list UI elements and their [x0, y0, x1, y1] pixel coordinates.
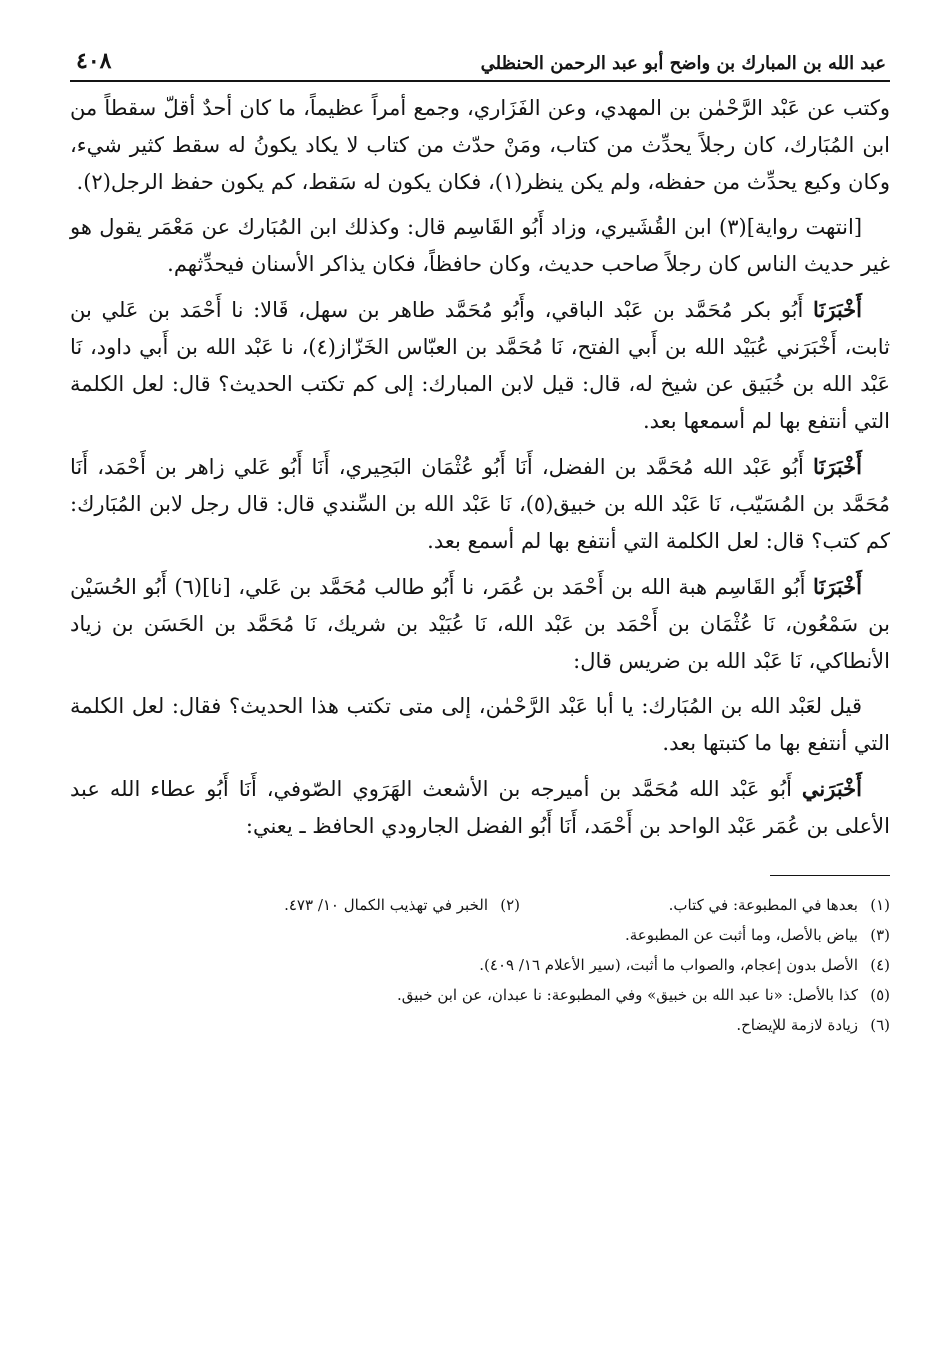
- paragraph-text: أَبُو بكر مُحَمَّد بن عَبْد الباقي، وأَبُو مُحَمَّد طاهر بن سهل، قَالا: نا أَحْمَد بن عَلي بن ثابت، أَخْبَرَني عُبَيْد الله بن أَبي الفتح، نَا مُحَمَّد بن العبّاس الخَزّاز(٤)، نا عَبْد الله بن أَبي داود، نَا عَبْد الله بن خُبَيق عن شيخ له، قال: قيل لابن المبارك: إلى كم تكتب الحديث؟ قال: لعل الكلمة التي أنتفع بها لم أسمعها بعد.: [70, 298, 890, 433]
- footnote: [130, 1010, 890, 1040]
- footnote-divider: [770, 875, 890, 876]
- footnote-number: (١): [870, 896, 890, 914]
- footnote: [130, 980, 890, 1010]
- paragraph-text: أَبُو عَبْد الله مُحَمَّد بن الفضل، أَنَا أَبُو عُثْمَان البَحِيري، أَنَا أَبُو عَلي زاهر بن أَحْمَد، أَنَا مُحَمَّد بن المُسَيّب، نَا عَبْد الله بن خبيق(٥)، نَا عَبْد الله بن السِّندي قال: قال رجل لابن المُبَارك: كم كتب؟ قال: لعل الكلمة التي أنتفع بها لم أسمع بعد.: [70, 455, 891, 553]
- footnote-text: زيادة لازمة للإيضاح.: [736, 1016, 858, 1034]
- paragraph-lead-word: أَخْبَرَنَا: [813, 574, 862, 599]
- footnote: [130, 950, 890, 980]
- footnote-text: بياض بالأصل، وما أثبت عن المطبوعة.: [624, 926, 858, 944]
- footnote-text: الأصل بدون إعجام، والصواب ما أثبت، (سير الأعلام ١٦/ ٤٠٩).: [479, 956, 858, 974]
- paragraph: [70, 291, 890, 440]
- running-title: عبد الله بن المبارك بن واضح أبو عبد الرحمن الحنظلي: [480, 53, 886, 74]
- page-number: ٤٠٨: [76, 48, 112, 74]
- footnote-number: (٢): [500, 896, 520, 914]
- paragraph-lead-word: أَخْبَرَنَا: [813, 297, 862, 322]
- paragraph: [70, 568, 890, 680]
- paragraph-lead-word: أَخْبَرَني: [801, 776, 862, 801]
- footnote: [520, 890, 890, 920]
- footnote-text: بعدها في المطبوعة: في كتاب.: [668, 896, 858, 914]
- footnote: [150, 890, 520, 920]
- page-header: [70, 40, 890, 82]
- paragraph: [70, 209, 890, 283]
- paragraph: [70, 688, 890, 762]
- footnote: [130, 920, 890, 950]
- footnote-number: (٥): [870, 986, 890, 1004]
- footnotes: [70, 890, 890, 1040]
- footnote-number: (٤): [870, 956, 890, 974]
- footnote-text: الخبر في تهذيب الكمال ١٠/ ٤٧٣.: [284, 896, 488, 914]
- footnote-number: (٣): [870, 926, 890, 944]
- footnote-row: [70, 890, 890, 920]
- footnote-number: (٦): [870, 1016, 890, 1034]
- paragraph-text: أَبُو القَاسِم هبة الله بن أَحْمَد بن عُمَر، نا أَبُو طالب مُحَمَّد بن عَلي، [نا](٦) أَبُو الحُسَيْن بن سَمْعُون، نَا عُثْمَان بن أَحْمَد بن عَبْد الله، نَا عُبَيْد بن شريك، نَا مُحَمَّد بن الحَسَن بن زياد الأنطاكي، نَا عَبْد الله بن ضريس قال:: [70, 575, 890, 673]
- paragraph: [70, 770, 890, 845]
- paragraph-lead-word: أَخْبَرَنَا: [813, 454, 862, 479]
- main-text: [70, 90, 890, 845]
- paragraph-text: [انتهت رواية](٣) ابن القُشَيري، وزاد أَبُو القَاسِم قال: وكذلك ابن المُبَارك عن مَعْمَر يقول هو غير حديث الناس كان رجلاً صاحب حديث، وكان حافظاً، فكان يذاكر الأسنان فيحدِّثهم.: [70, 215, 890, 276]
- footnote-text: كذا بالأصل: «نا عبد الله بن خبيق» وفي المطبوعة: نا عبدان، عن ابن خبيق.: [396, 986, 858, 1004]
- book-page: [70, 40, 890, 1310]
- paragraph-text: قيل لعَبْد الله بن المُبَارك: يا أبا عَبْد الرَّحْمٰن، إلى متى تكتب هذا الحديث؟ فقال: لعل الكلمة التي أنتفع بها ما كتبتها بعد.: [70, 694, 890, 755]
- paragraph: [70, 90, 890, 201]
- paragraph: [70, 448, 890, 560]
- paragraph-text: وكتب عن عَبْد الرَّحْمٰن بن المهدي، وعن الفَزَاري، وجمع أمراً عظيماً، ما كان أحدٌ أقلّ سقطاً من ابن المُبَارك، كان رجلاً يحدِّث من كتاب، ومَنْ حدّث من كتاب لا يكاد يكونُ له سقط كثير شيء، وكان وكيع يحدِّث من حفظه، ولم يكن ينظر(١)، فكان يكون له سَقط، كم يكون حفظ الرجل(٢).: [70, 96, 890, 194]
- paragraph-text: أَبُو عَبْد الله مُحَمَّد بن أميرجه بن الأشعث الهَرَوي الصّوفي، أَنَا أَبُو عطاء الله عبد الأعلى بن عُمَر عَبْد الواحد بن أَحْمَد، أَنَا أَبُو الفضل الجارودي الحافظ ـ يعني:: [70, 777, 890, 838]
